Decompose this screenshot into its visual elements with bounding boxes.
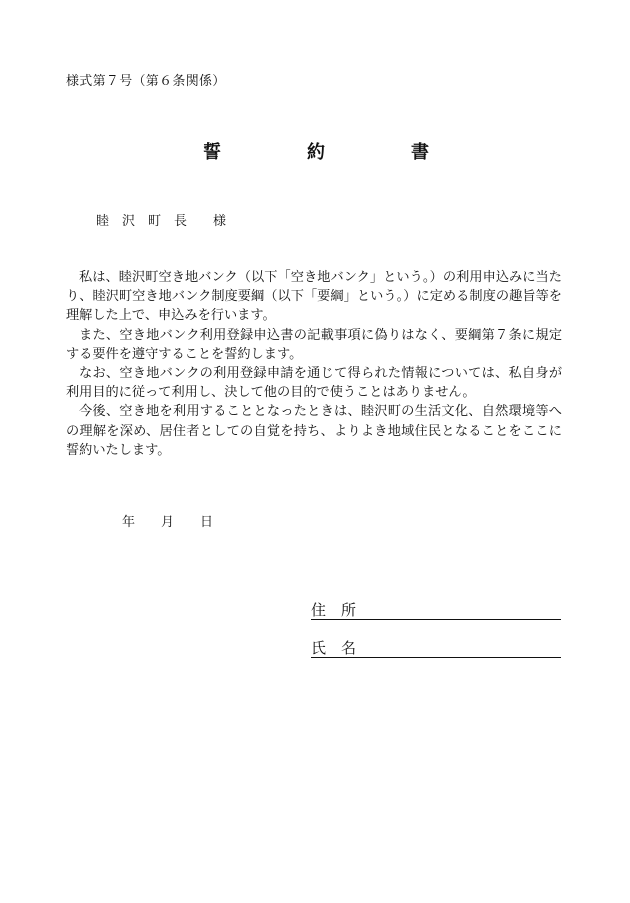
address-label: 住 所 <box>311 601 357 619</box>
address-field[interactable] <box>311 599 561 620</box>
body-paragraph-4: 今後、空き地を利用することとなったときは、睦沢町の生活文化、自然環境等への理解を深め、居住者としての自覚を持ち、よりよき地域住民となることをここに誓約いたします。 <box>66 404 562 458</box>
title-char-1: 誓 <box>203 142 221 163</box>
name-label: 氏 名 <box>311 639 357 657</box>
document-title <box>203 138 429 164</box>
body-paragraph-2: また、空き地バンク利用登録申込書の記載事項に偽りはなく、要綱第７条に規定する要件を遵守することを誓約します。 <box>66 327 562 362</box>
date-line: 年 月 日 <box>122 515 214 530</box>
addressee: 睦 沢 町 長 様 <box>96 214 227 229</box>
title-char-3: 書 <box>411 142 429 163</box>
title-char-2: 約 <box>307 142 325 163</box>
body-paragraph-1: 私は、睦沢町空き地バンク（以下「空き地バンク」という。）の利用申込みに当たり、睦沢町空き地バンク制度要綱（以下「要綱」という。）に定める制度の趣旨等を理解した上で、申込みを行います。 <box>66 270 562 324</box>
body-paragraph-3: なお、空き地バンクの利用登録申請を通じて得られた情報については、私自身が利用目的に従って利用し、決して他の目的で使うことはありません。 <box>66 366 562 401</box>
body-text <box>66 268 562 460</box>
form-number: 様式第７号（第６条関係） <box>66 74 226 89</box>
name-field[interactable] <box>311 637 561 658</box>
